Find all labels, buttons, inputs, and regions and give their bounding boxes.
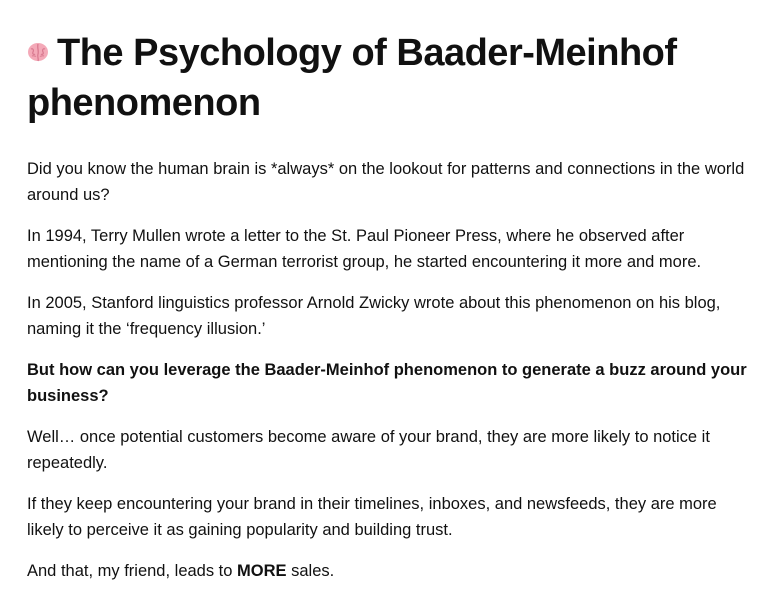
paragraph-5: Well… once potential customers become aware of your brand, they are more likely to notice it repeatedly. xyxy=(27,428,710,472)
paragraph-2: In 1994, Terry Mullen wrote a letter to the St. Paul Pioneer Press, where he observed after mentioning the name of a German terrorist group, he started encountering it more and more. xyxy=(27,227,702,271)
brain-icon xyxy=(27,26,49,48)
paragraph-6: If they keep encountering your brand in their timelines, inboxes, and newsfeeds, they are more likely to perceive it as gaining popularity and building trust. xyxy=(27,495,717,539)
question-paragraph: But how can you leverage the Baader-Meinhof phenomenon to generate a buzz around your business? xyxy=(27,361,747,405)
closing-emphasis: MORE xyxy=(237,562,287,580)
paragraph-1: Did you know the human brain is *always* on the lookout for patterns and connections in the world around us? xyxy=(27,160,745,204)
page-title-text: The Psychology of Baader-Meinhof phenomenon xyxy=(27,32,677,124)
closing-text-before: And that, my friend, leads to xyxy=(27,562,238,580)
page-title xyxy=(27,26,752,128)
paragraph-3: In 2005, Stanford linguistics professor Arnold Zwicky wrote about this phenomenon on his blog, naming it the ‘frequency illusion.’ xyxy=(27,294,721,338)
closing-paragraph xyxy=(27,558,752,584)
closing-text-after: sales. xyxy=(286,562,335,580)
